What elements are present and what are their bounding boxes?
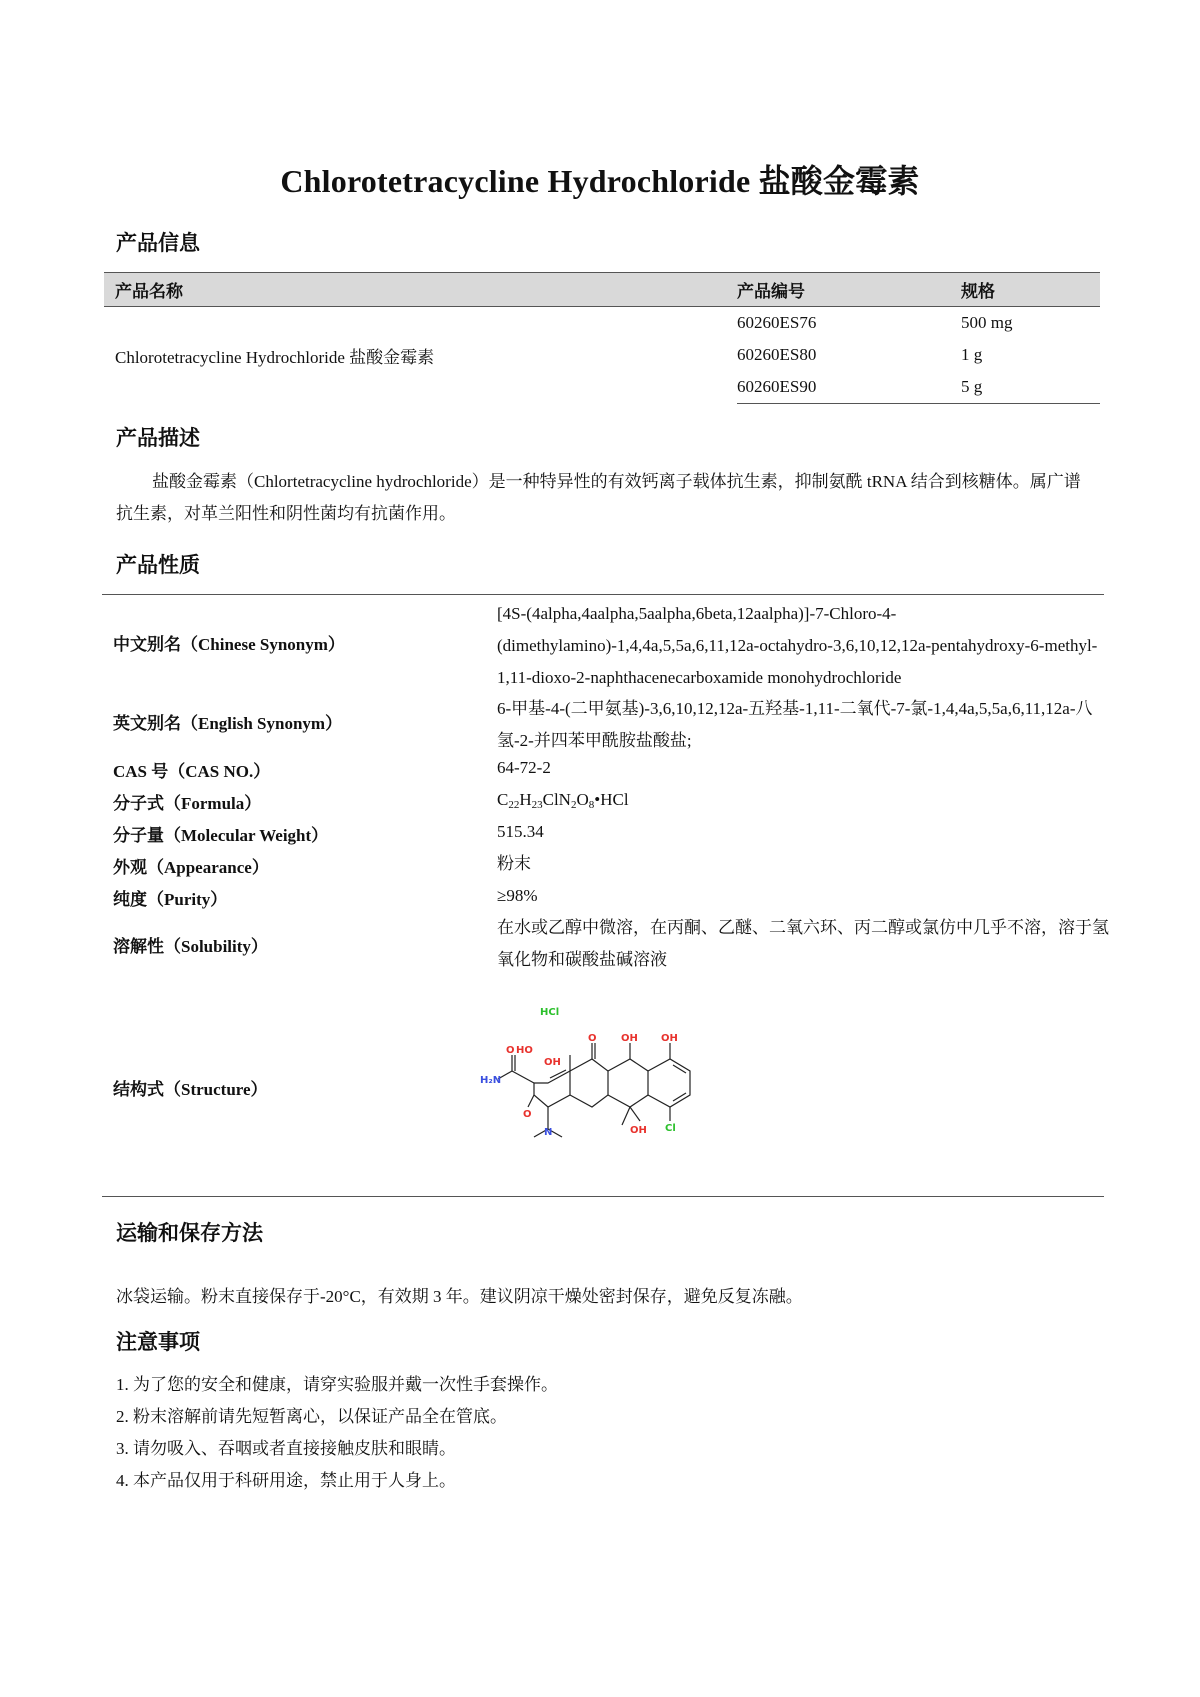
appearance-value: 粉末 (497, 854, 531, 873)
section-heading-storage: 运输和保存方法 (116, 1221, 263, 1245)
properties-bottom-rule (102, 1196, 1104, 1197)
purity-value: ≥98% (497, 886, 538, 905)
mw-value: 515.34 (497, 822, 544, 841)
solubility-value: 在水或乙醇中微溶，在丙酮、乙醚、二氧六环、丙二醇或氯仿中几乎不溶，溶于氢氧化物和碳酸盐碱溶液 (497, 918, 1109, 969)
hydroxyl-label: OH (661, 1033, 678, 1044)
header-spec: 规格 (961, 273, 1100, 307)
product-code-cell: 60260ES80 (737, 345, 817, 364)
list-item: 1. 为了您的安全和健康，请穿实验服并戴一次性手套操作。 (116, 1375, 558, 1394)
english-synonym-value: 6-甲基-4-(二甲氨基)-3,6,10,12,12a-五羟基-1,11-二氧代-7-氯-1,4,4a,5,5a,6,11,12a-八氢-2-并四苯甲酰胺盐酸盐; (497, 699, 1093, 750)
hydroxyl-label: OH (621, 1033, 638, 1044)
nitrogen-label: N (544, 1127, 553, 1138)
list-item: 4. 本产品仅用于科研用途，禁止用于人身上。 (116, 1471, 456, 1490)
appearance-label: 外观（Appearance） (113, 858, 269, 877)
header-product-code: 产品编号 (737, 273, 961, 307)
section-heading-notes: 注意事项 (116, 1330, 200, 1354)
properties-top-rule (102, 594, 1104, 595)
hydroxyl-label: HO (516, 1045, 533, 1056)
spec-cell: 1 g (961, 345, 983, 364)
amide-label: H₂N (480, 1075, 502, 1086)
structure-bonds (498, 1043, 690, 1137)
page-title: Chlorotetracycline Hydrochloride 盐酸金霉素 (280, 163, 920, 199)
chinese-synonym-label: 中文别名（Chinese Synonym） (113, 635, 345, 654)
formula-value: $C_{22}H_{23}ClN_2O_8•HCl$ (497, 790, 629, 811)
header-product-name: 产品名称 (104, 273, 737, 307)
spec-cell: 500 mg (961, 313, 1013, 332)
section-heading-info: 产品信息 (116, 231, 200, 255)
mw-label: 分子量（Molecular Weight） (113, 826, 329, 845)
table-header-row (104, 273, 1100, 307)
section-heading-properties: 产品性质 (116, 553, 200, 577)
chinese-synonym-value: [4S-(4alpha,4aalpha,5aalpha,6beta,12aalpha)]-7-Chloro-4-(dimethylamino)-1,4,4a,5,5a,6,11,12a-octahydro-3,6,10,12,12a-pentahydroxy-6-methyl-1,11-dioxo-2-naphthacenecarboxamide monohydrochloride (497, 604, 1098, 687)
oxygen-label: O (588, 1033, 597, 1044)
list-item: 3. 请勿吸入、吞咽或者直接接触皮肤和眼睛。 (116, 1439, 456, 1458)
table-row (104, 307, 1100, 340)
hydroxyl-label: OH (630, 1125, 647, 1136)
list-item: 2. 粉末溶解前请先短暂离心，以保证产品全在管底。 (116, 1407, 507, 1426)
hydroxyl-label: OH (544, 1057, 561, 1068)
chlorine-label: Cl (665, 1123, 676, 1134)
oxygen-label: O (506, 1045, 515, 1056)
english-synonym-label: 英文别名（English Synonym） (113, 714, 343, 733)
structure-label: 结构式（Structure） (113, 1080, 268, 1099)
purity-label: 纯度（Purity） (113, 890, 228, 909)
description-text: 盐酸金霉素（Chlortetracycline hydrochloride）是一种特异性的有效钙离子载体抗生素，抑制氨酰 tRNA 结合到核糖体。属广谱抗生素，对革兰阳性和阴性菌均有抗菌作用。 (116, 472, 1081, 523)
product-name-cell: Chlorotetracycline Hydrochloride 盐酸金霉素 (115, 347, 435, 367)
product-code-cell: 60260ES90 (737, 371, 961, 404)
solubility-label: 溶解性（Solubility） (113, 937, 268, 956)
spec-cell: 5 g (961, 371, 1100, 404)
cas-label: CAS 号（CAS NO.） (113, 762, 271, 781)
cas-value: 64-72-2 (497, 758, 551, 777)
hcl-label: HCl (540, 1007, 560, 1018)
section-heading-description: 产品描述 (116, 426, 200, 450)
product-info-table (104, 272, 1100, 404)
formula-label: 分子式（Formula） (113, 794, 262, 813)
structure-diagram (480, 1003, 700, 1173)
storage-text: 冰袋运输。粉末直接保存于-20°C，有效期 3 年。建议阴凉干燥处密封保存，避免反复冻融。 (116, 1287, 803, 1306)
oxygen-label: O (523, 1109, 532, 1120)
product-code-cell: 60260ES76 (737, 313, 817, 332)
notes-list (116, 1369, 558, 1497)
